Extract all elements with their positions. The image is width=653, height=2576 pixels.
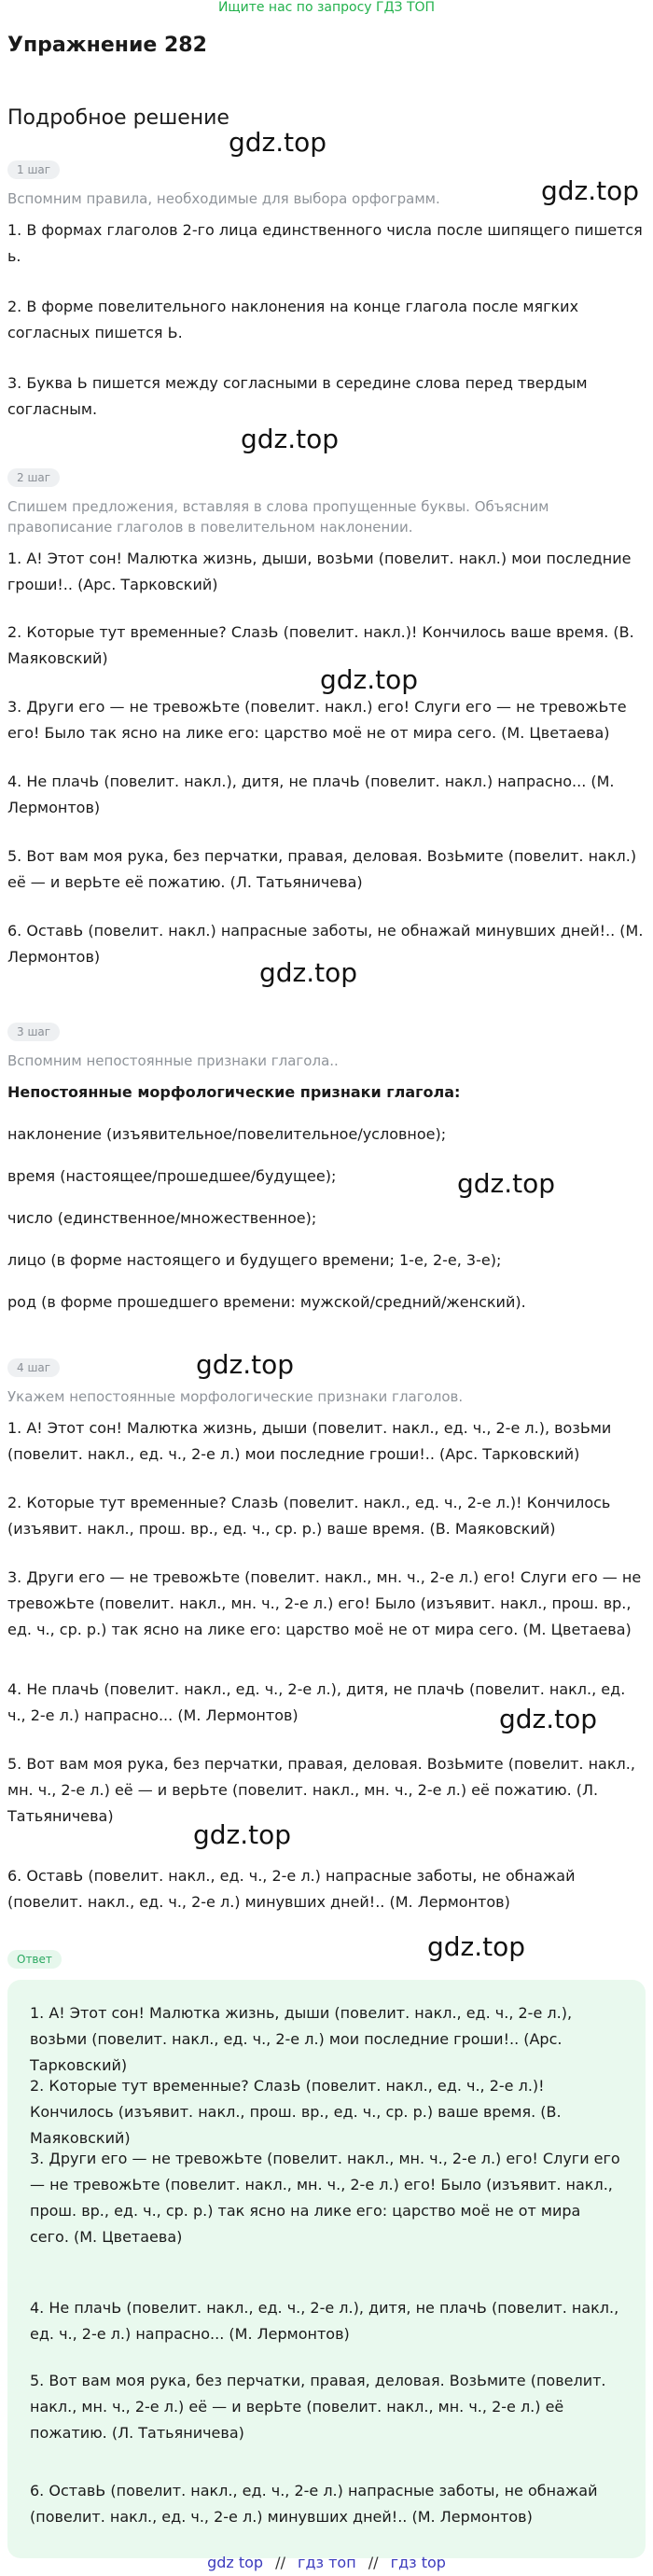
watermark: gdz.top — [259, 957, 358, 988]
step-description: Спишем предложения, вставляя в слова пропущенные буквы. Объясним правописание глаголов в повелительном наклонении. — [7, 498, 549, 536]
exercise-title: Упражнение 282 — [7, 34, 207, 57]
answer-badge: Ответ — [7, 1950, 62, 1969]
sentence-item: 2. Которые тут временные? СлазЬ (повелит. накл.)! Кончилось ваше время. (В. Маяковский) — [7, 623, 634, 667]
rule-item: 2. В форме повелительного наклонения на конце глагола после мягких согласных пишется Ь. — [7, 298, 579, 341]
sentence-item: 4. Не плачЬ (повелит. накл., ед. ч., 2-е л.), дитя, не плачЬ (повелит. накл., ед. ч., 2-е л.) напрасно... (М. Лермонтов) — [7, 1680, 626, 1724]
watermark: gdz.top — [193, 1819, 292, 1850]
step-description: Вспомним правила, необходимые для выбора орфограмм. — [7, 190, 440, 207]
watermark: gdz.top — [541, 175, 640, 206]
step-badge: 1 шаг — [7, 160, 60, 179]
answer-item: 3. Други его — не тревожЬте (повелит. накл., мн. ч., 2-е л.) его! Слуги его — не тревожЬте (повелит. накл., мн. ч., 2-е л.) его! Было (изъявит. накл., прош. вр., ед. ч., ср. р.) так ясно на лике его: царство моё не от мира сего. (М. Цветаева) — [30, 2150, 620, 2246]
sentence-item: 2. Которые тут временные? СлазЬ (повелит. накл., ед. ч., 2-е л.)! Кончилось (изъявит. накл., прош. вр., ед. ч., ср. р.) ваше время. (В. Маяковский) — [7, 1494, 611, 1538]
step-badge: 2 шаг — [7, 468, 60, 487]
sentence-item: 5. Вот вам моя рука, без перчатки, правая, деловая. ВозЬмите (повелит. накл.) её — и верЬте её пожатию. (Л. Татьяничева) — [7, 847, 637, 891]
footer-link[interactable]: gdz top — [207, 2554, 264, 2571]
sentence-item: 4. Не плачЬ (повелит. накл.), дитя, не плачЬ (повелит. накл.) напрасно... (М. Лермонтов) — [7, 773, 615, 816]
step-badge: 3 шаг — [7, 1023, 60, 1041]
sentence-item: 5. Вот вам моя рука, без перчатки, правая, деловая. ВозЬмите (повелит. накл., мн. ч., 2-е л.) её — и верЬте (повелит. накл., мн. ч., 2-е л.) её пожатию. (Л. Татьяничева) — [7, 1755, 635, 1825]
step-badge: 4 шаг — [7, 1358, 60, 1377]
step-description: Вспомним непостоянные признаки глагола.. — [7, 1052, 339, 1069]
watermark: gdz.top — [499, 1704, 598, 1734]
feature-item: наклонение (изъявительное/повелительное/условное); — [7, 1125, 447, 1143]
sentence-item: 1. А! Этот сон! Малютка жизнь, дыши, возЬми (повелит. накл.) мои последние гроши!.. (Арс. Тарковский) — [7, 550, 632, 593]
answer-item: 2. Которые тут временные? СлазЬ (повелит. накл., ед. ч., 2-е л.)! Кончилось (изъявит. накл., прош. вр., ед. ч., ср. р.) ваше время. (В. Маяковский) — [30, 2077, 562, 2147]
footer-link[interactable]: гдз топ — [298, 2554, 356, 2571]
sentence-item: 3. Други его — не тревожЬте (повелит. накл.) его! Слуги его — не тревожЬте его! Было так ясно на лике его: царство моё не от мира сего. (М. Цветаева) — [7, 698, 627, 742]
sentence-item: 1. А! Этот сон! Малютка жизнь, дыши (повелит. накл., ед. ч., 2-е л.), возЬми (повелит. накл., ед. ч., 2-е л.) мои последние гроши!.. (Арс. Тарковский) — [7, 1419, 612, 1463]
answer-item: 6. ОставЬ (повелит. накл., ед. ч., 2-е л.) напрасные заботы, не обнажай (повелит. накл., ед. ч., 2-е л.) минувших дней!.. (М. Лермонтов) — [30, 2482, 598, 2526]
watermark: gdz.top — [229, 127, 327, 158]
feature-item: лицо (в форме настоящего и будущего времени; 1-е, 2-е, 3-е); — [7, 1251, 502, 1269]
rule-item: 3. Буква Ь пишется между согласными в середине слова перед твердым согласным. — [7, 374, 588, 418]
watermark: gdz.top — [427, 1931, 526, 1962]
watermark: gdz.top — [241, 424, 340, 454]
watermark: gdz.top — [196, 1349, 295, 1380]
solution-title: Подробное решение — [7, 106, 229, 130]
footer-separator: // — [368, 2554, 379, 2571]
sentence-item: 6. ОставЬ (повелит. накл.) напрасные заботы, не обнажай минувших дней!.. (М. Лермонтов) — [7, 922, 644, 966]
answer-item: 5. Вот вам моя рука, без перчатки, правая, деловая. ВозЬмите (повелит. накл., мн. ч., 2-е л.) её — и верЬте (повелит. накл., мн. ч., 2-е л.) её пожатию. (Л. Татьяничева) — [30, 2372, 606, 2442]
footer-link[interactable]: гдз top — [390, 2554, 446, 2571]
answer-item: 1. А! Этот сон! Малютка жизнь, дыши (повелит. накл., ед. ч., 2-е л.), возЬми (повелит. накл., ед. ч., 2-е л.) мои последние гроши!.. (Арс. Тарковский) — [30, 2004, 573, 2074]
sentence-item: 6. ОставЬ (повелит. накл., ед. ч., 2-е л.) напрасные заботы, не обнажай (повелит. накл., ед. ч., 2-е л.) минувших дней!.. (М. Лермонтов) — [7, 1867, 576, 1911]
footer-separator: // — [275, 2554, 285, 2571]
step-description: Укажем непостоянные морфологические признаки глаголов. — [7, 1388, 464, 1405]
footer-links — [0, 2554, 653, 2571]
search-banner: Ищите нас по запросу ГДЗ ТОП — [217, 0, 436, 15]
rule-item: 1. В формах глаголов 2-го лица единственного числа после шипящего пишется ь. — [7, 221, 643, 265]
answer-item: 4. Не плачЬ (повелит. накл., ед. ч., 2-е л.), дитя, не плачЬ (повелит. накл., ед. ч., 2-е л.) напрасно... (М. Лермонтов) — [30, 2299, 619, 2343]
feature-item: род (в форме прошедшего времени: мужской/средний/женский). — [7, 1293, 526, 1311]
watermark: gdz.top — [320, 664, 419, 695]
feature-item: время (настоящее/прошедшее/будущее); — [7, 1167, 337, 1185]
section-heading: Непостоянные морфологические признаки глагола: — [7, 1083, 461, 1101]
sentence-item: 3. Други его — не тревожЬте (повелит. накл., мн. ч., 2-е л.) его! Слуги его — не тревожЬте (повелит. накл., мн. ч., 2-е л.) его! Было (изъявит. накл., прош. вр., ед. ч., ср. р.) так ясно на лике его: царство моё не от мира сего. (М. Цветаева) — [7, 1568, 642, 1638]
watermark: gdz.top — [457, 1168, 556, 1199]
feature-item: число (единственное/множественное); — [7, 1209, 317, 1227]
